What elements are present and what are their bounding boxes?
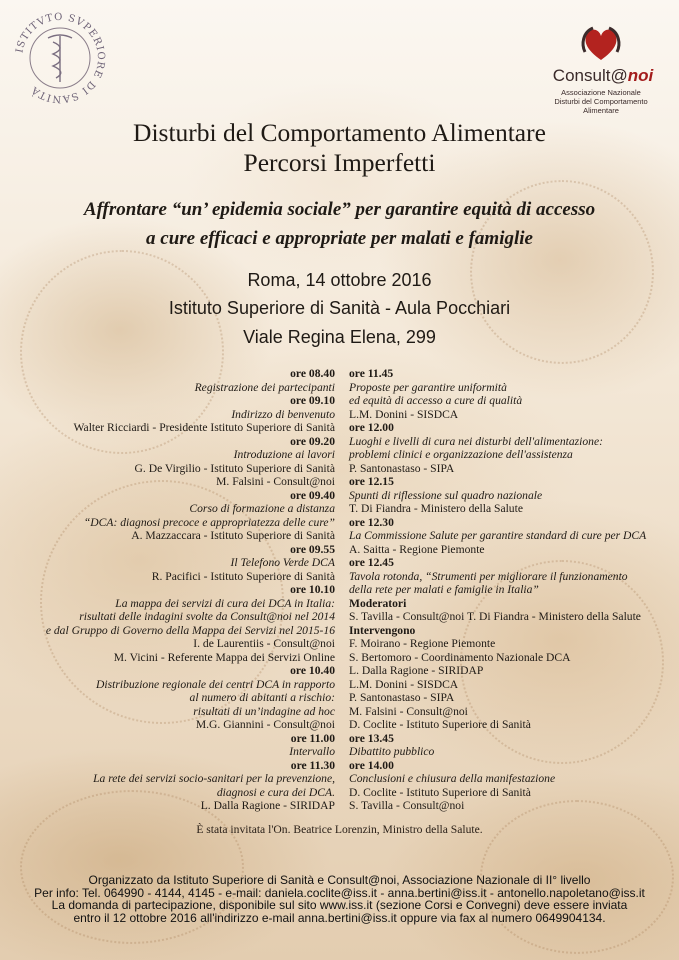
program-time: ore 14.00 bbox=[349, 758, 394, 772]
invitation-note: È stata invitata l'On. Beatrice Lorenzin, Ministro della Salute. bbox=[196, 823, 483, 836]
program-line: L. Dalla Ragione - SIRIDAP bbox=[200, 799, 335, 812]
program-line: al numero di abitanti a rischio: bbox=[189, 691, 335, 704]
program-time: ore 09.55 bbox=[290, 542, 335, 556]
program-line: Distribuzione regionale dei centri DCA in rapporto bbox=[96, 677, 335, 691]
event-address: Viale Regina Elena, 299 bbox=[243, 327, 436, 347]
program-line: La Commissione Salute per garantire standard di cure per DCA bbox=[349, 529, 647, 542]
program-line: T. Di Fiandra - Ministero della Salute bbox=[349, 502, 523, 515]
program-right-column bbox=[349, 367, 669, 813]
program-line: A. Saitta - Regione Piemonte bbox=[349, 542, 485, 556]
program-time: ore 09.10 bbox=[290, 394, 335, 407]
program-line: S. Tavilla - Consult@noi bbox=[349, 799, 465, 812]
program-time: ore 10.10 bbox=[290, 583, 335, 596]
program-line: F. Moirano - Regione Piemonte bbox=[349, 637, 496, 650]
program-line: I. de Laurentiis - Consult@noi bbox=[193, 637, 335, 650]
program-line: risultati di un’indagine ad hoc bbox=[193, 704, 335, 718]
program-time: ore 13.45 bbox=[349, 731, 394, 745]
program-line: R. Pacifici - Istituto Superiore di Sanità bbox=[151, 569, 335, 583]
program-time: ore 11.00 bbox=[290, 731, 335, 745]
program-time: ore 12.00 bbox=[349, 421, 394, 434]
program-line: P. Santonastaso - SIPA bbox=[349, 461, 455, 475]
program-time: ore 12.30 bbox=[349, 515, 394, 529]
program-line: della rete per malati e famiglie in Italia” bbox=[349, 583, 539, 596]
program-line: Tavola rotonda, “Strumenti per migliorare il funzionamento bbox=[349, 569, 628, 583]
program-line: ed equità di accesso a cure di qualità bbox=[349, 394, 523, 407]
consult-noi-subtitle-2: Disturbi del Comportamento Alimentare bbox=[554, 97, 648, 115]
subtitle-line1: Affrontare “un’ epidemia sociale” per garantire equità di accesso bbox=[83, 199, 596, 220]
program-line: “DCA: diagnosi precoce e appropriatezza delle cure” bbox=[83, 515, 335, 529]
page-title-line1: Disturbi del Comportamento Alimentare bbox=[133, 118, 546, 147]
program-line: L. Dalla Ragione - SIRIDAP bbox=[349, 664, 484, 677]
consult-noi-subtitle-1: Associazione Nazionale bbox=[561, 88, 641, 97]
program-line: L.M. Donini - SISDCA bbox=[349, 677, 459, 691]
program-line: Walter Ricciardi - Presidente Istituto Superiore di Sanità bbox=[73, 421, 335, 434]
program-line: L.M. Donini - SISDCA bbox=[349, 407, 459, 421]
program-line: A. Mazzaccara - Istituto Superiore di Sanità bbox=[131, 529, 335, 542]
program-line: La rete dei servizi socio-sanitari per la prevenzione, bbox=[93, 772, 335, 785]
program-line: M.G. Giannini - Consult@noi bbox=[195, 718, 335, 731]
program-line: Introduzione ai lavori bbox=[233, 448, 335, 461]
program-line: M. Falsini - Consult@noi bbox=[349, 704, 468, 718]
program-line: Spunti di riflessione sul quadro nazionale bbox=[349, 488, 543, 502]
program-line: M. Falsini - Consult@noi bbox=[216, 475, 335, 488]
consult-noi-logo bbox=[536, 22, 666, 115]
program-left-column bbox=[40, 367, 335, 813]
program-line: Intervallo bbox=[289, 745, 335, 758]
iss-seal-logo bbox=[8, 6, 112, 110]
footer-registration: La domanda di partecipazione, disponibile sul sito www.iss.it (sezione Corsi e Convegni) deve essere inviata bbox=[51, 898, 628, 913]
program-time: ore 09.40 bbox=[290, 488, 335, 502]
program-line: S. Bertomoro - Coordinamento Nazionale DCA bbox=[349, 650, 571, 664]
program-line: D. Coclite - Istituto Superiore di Sanità bbox=[349, 718, 531, 731]
footer-organizer: Organizzato da Istituto Superiore di Sanità e Consult@noi, Associazione Nazionale di II° livello bbox=[88, 873, 591, 887]
program-line: D. Coclite - Istituto Superiore di Sanità bbox=[349, 785, 531, 799]
program-line: S. Tavilla - Consult@noi T. Di Fiandra - Ministero della Salute bbox=[349, 610, 641, 623]
footer-deadline: entro il 12 ottobre 2016 all'indirizzo e-mail anna.bertini@iss.it oppure via fax al numero 0649904134. bbox=[73, 910, 606, 925]
program-time: Intervengono bbox=[349, 623, 416, 637]
program-line: Proposte per garantire uniformità bbox=[349, 380, 507, 394]
program-time: ore 12.15 bbox=[349, 475, 394, 488]
program-line: P. Santonastaso - SIPA bbox=[349, 691, 455, 704]
program-line: Il Telefono Verde DCA bbox=[230, 556, 335, 569]
footer-contacts: Per info: Tel. 064990 - 4144, 4145 - e-mail: daniela.coclite@iss.it - anna.bertini@iss.it - antonello.napoletano@iss.it bbox=[34, 885, 645, 900]
program-line: G. De Virgilio - Istituto Superiore di Sanità bbox=[134, 461, 335, 475]
heart-hands-icon bbox=[579, 22, 623, 66]
program-line: La mappa dei servizi di cura dei DCA in Italia: bbox=[115, 596, 335, 610]
program-line: risultati delle indagini svolte da Consult@noi nel 2014 bbox=[79, 610, 335, 623]
event-date: Roma, 14 ottobre 2016 bbox=[247, 270, 432, 290]
program-line: diagnosi e cura dei DCA. bbox=[216, 785, 335, 799]
program-line: Conclusioni e chiusura della manifestazione bbox=[349, 772, 556, 785]
page-title-line2: Percorsi Imperfetti bbox=[243, 148, 436, 177]
program-time: ore 11.30 bbox=[290, 758, 335, 772]
program-time: ore 12.45 bbox=[349, 556, 394, 569]
program-time: Moderatori bbox=[349, 596, 407, 610]
program-line: Indirizzo di benvenuto bbox=[231, 407, 335, 421]
subtitle-line2: a cure efficaci e appropriate per malati e famiglie bbox=[146, 228, 533, 249]
footer-info bbox=[0, 874, 679, 924]
program-line: Registrazione dei partecipanti bbox=[194, 380, 335, 394]
program-time: ore 09.20 bbox=[290, 434, 335, 448]
program-line: Corso di formazione a distanza bbox=[189, 502, 335, 515]
consult-noi-wordmark: Consult@noi bbox=[552, 66, 654, 85]
seal-text: ISTITVTO SVPERIORE DI SANITÀ bbox=[14, 11, 107, 105]
program-time: ore 08.40 bbox=[290, 367, 335, 380]
program-time: ore 11.45 bbox=[349, 367, 394, 380]
program-line: Luoghi e livelli di cura nei disturbi dell'alimentazione: bbox=[349, 434, 603, 448]
program-line: M. Vicini - Referente Mappa dei Servizi Online bbox=[113, 650, 335, 664]
program-line: Dibattito pubblico bbox=[349, 745, 435, 758]
program-time: ore 10.40 bbox=[290, 664, 335, 677]
program-line: problemi clinici e organizzazione dell'assistenza bbox=[349, 448, 573, 461]
program-line: e dal Gruppo di Governo della Mappa dei Servizi nel 2015-16 bbox=[45, 623, 335, 637]
event-place: Istituto Superiore di Sanità - Aula Pocchiari bbox=[168, 298, 511, 318]
